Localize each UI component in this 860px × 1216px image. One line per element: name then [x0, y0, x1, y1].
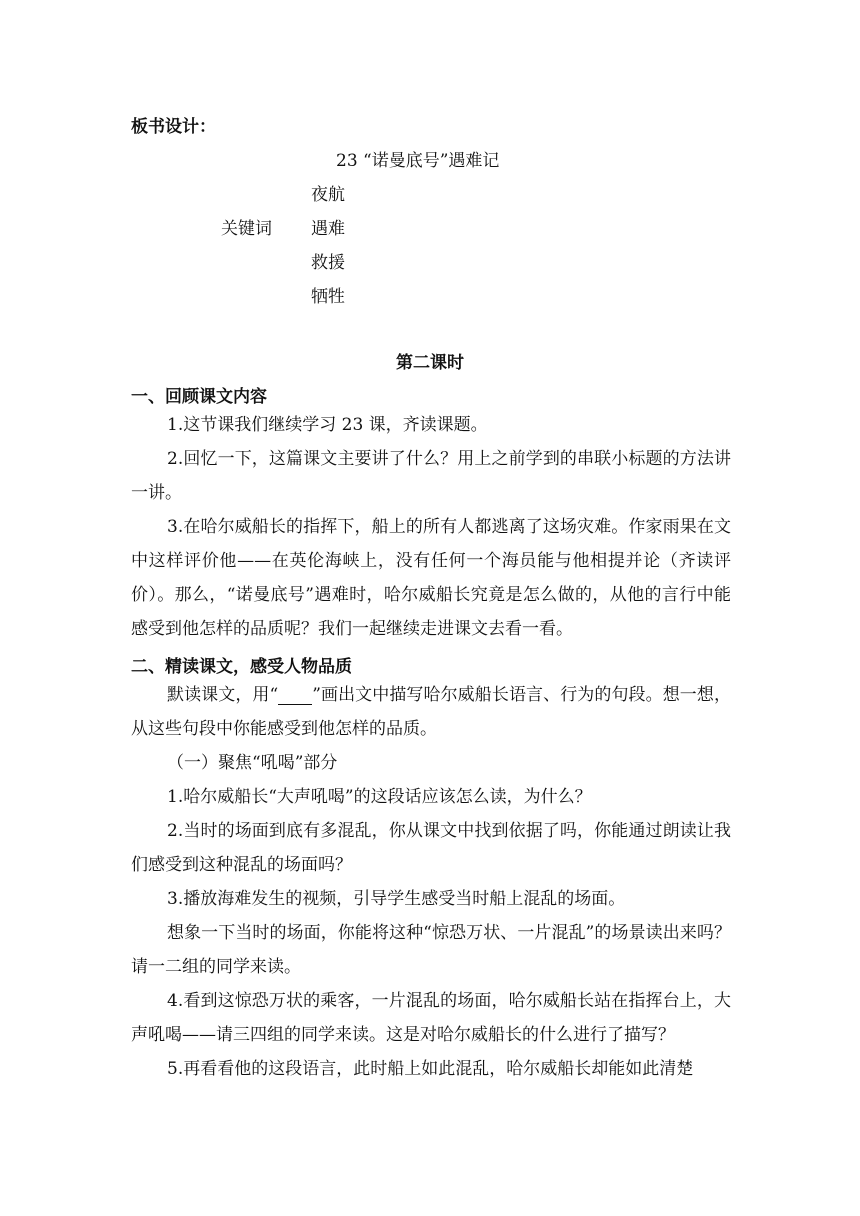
section2-intro-start: 默读课文，用“ [167, 685, 279, 705]
section2-intro-rest: ”画出文中描写哈尔威船长语言、行为的句段。想一想，从这些句段中你能感受到他怎样的品质。 [131, 685, 731, 739]
section1-paragraph-2: 2.回忆一下，这篇课文主要讲了什么？用上之前学到的串联小标题的方法讲一讲。 [131, 449, 731, 503]
question-3: 3.播放海难发生的视频，引导学生感受当时船上混乱的场面。 [167, 889, 626, 909]
question-4: 4.看到这惊恐万状的乘客，一片混乱的场面，哈尔威船长站在指挥台上，大声吼喝——请三四组的同学来读。这是对哈尔威船长的什么进行了描写？ [131, 991, 731, 1045]
keyword-4: 牺牲 [311, 287, 345, 307]
keyword-2: 遇难 [311, 219, 345, 239]
question-3-followup: 想象一下当时的场面，你能将这种“惊恐万状、一片混乱”的场景读出来吗？请一二组的同学来读。 [131, 923, 731, 977]
subsection-1-heading: （一）聚焦“吼喝”部分 [167, 753, 338, 773]
keyword-3: 救援 [311, 253, 345, 273]
question-5: 5.再看看他的这段语言，此时船上如此混乱，哈尔威船长却能如此清楚 [167, 1059, 694, 1079]
question-2: 2.当时的场面到底有多混乱，你从课文中找到依据了吗，你能通过朗读让我们感受到这种混乱的场面吗？ [131, 821, 731, 875]
section1-paragraph-1: 1.这节课我们继续学习 23 课，齐读课题。 [167, 415, 488, 435]
section2-heading: 二、精读课文，感受人物品质 [131, 657, 352, 677]
keywords-label: 关键词 [221, 219, 272, 239]
question-1: 1.哈尔威船长“大声吼喝”的这段话应该怎么读，为什么？ [167, 787, 592, 807]
underline-blank [278, 687, 312, 705]
board-design-heading: 板书设计： [131, 117, 216, 137]
section1-heading: 一、回顾课文内容 [131, 387, 267, 407]
period-title: 第二课时 [396, 353, 464, 373]
keyword-1: 夜航 [311, 185, 345, 205]
section2-intro [131, 678, 731, 746]
board-design-title: 23 “诺曼底号”遇难记 [336, 151, 500, 171]
section1-paragraph-3: 3.在哈尔威船长的指挥下，船上的所有人都逃离了这场灾难。作家雨果在文中这样评价他——在英伦海峡上，没有任何一个海员能与他相提并论（齐读评价）。那么，“诺曼底号”遇难时，哈尔威船长究竟是怎么做的，从他的言行中能感受到他怎样的品质呢？我们一起继续走进课文去看一看。 [131, 517, 731, 639]
